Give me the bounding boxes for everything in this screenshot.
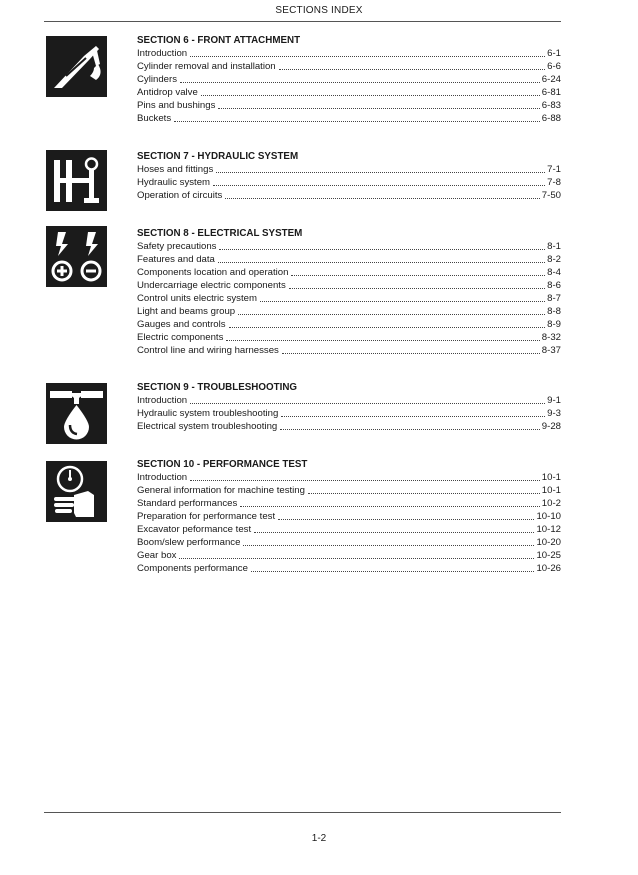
dot-leader xyxy=(190,403,545,404)
section-title: SECTION 7 - HYDRAULIC SYSTEM xyxy=(137,151,299,162)
toc-entry-page: 6-83 xyxy=(541,100,561,111)
toc-entry-page: 9-28 xyxy=(541,421,561,432)
toc-entry-label: Hoses and fittings xyxy=(137,164,214,175)
toc-entry-label: Electrical system troubleshooting xyxy=(137,421,278,432)
page-header-title: SECTIONS INDEX xyxy=(275,5,363,16)
dot-leader xyxy=(278,519,534,520)
dot-leader xyxy=(238,314,545,315)
toc-entry[interactable] xyxy=(137,318,561,331)
dot-leader xyxy=(201,95,540,96)
section-10-block xyxy=(137,458,561,575)
toc-entry[interactable] xyxy=(137,562,561,575)
toc-entry[interactable] xyxy=(137,163,561,176)
toc-entry[interactable] xyxy=(137,112,561,125)
toc-entry[interactable] xyxy=(137,331,561,344)
toc-entry-page: 8-1 xyxy=(547,241,561,252)
toc-entry-page: 8-6 xyxy=(547,280,561,291)
toc-entry[interactable] xyxy=(137,47,561,60)
section-6-block xyxy=(137,34,561,125)
toc-entry-label: Introduction xyxy=(137,472,188,483)
toc-entry-page: 9-3 xyxy=(547,408,561,419)
toc-entry-label: Operation of circuits xyxy=(137,190,223,201)
dot-leader xyxy=(218,262,545,263)
dot-leader xyxy=(279,69,545,70)
dot-leader xyxy=(213,185,545,186)
header-divider xyxy=(44,21,561,22)
toc-entry[interactable] xyxy=(137,60,561,73)
toc-entry-page: 7-1 xyxy=(547,164,561,175)
toc-entry[interactable] xyxy=(137,292,561,305)
toc-entry[interactable] xyxy=(137,497,561,510)
toc-entry[interactable] xyxy=(137,253,561,266)
toc-entry[interactable] xyxy=(137,536,561,549)
toc-entry[interactable] xyxy=(137,344,561,357)
toc-entry-label: Control units electric system xyxy=(137,293,257,304)
dot-leader xyxy=(225,198,539,199)
dot-leader xyxy=(240,506,540,507)
toc-entry-label: Light and beams group xyxy=(137,306,236,317)
toc-entry[interactable] xyxy=(137,189,561,202)
dot-leader xyxy=(260,301,545,302)
toc-entry-label: Undercarriage electric components xyxy=(137,280,286,291)
dot-leader xyxy=(219,249,545,250)
hydraulic-system-icon xyxy=(46,150,107,211)
toc-entry-page: 8-4 xyxy=(547,267,561,278)
dot-leader xyxy=(251,571,535,572)
dot-leader xyxy=(280,429,540,430)
toc-entry-label: Cylinders xyxy=(137,74,177,85)
dot-leader xyxy=(243,545,534,546)
section-title: SECTION 8 - ELECTRICAL SYSTEM xyxy=(137,228,303,239)
dot-leader xyxy=(218,108,539,109)
toc-entry-label: Hydraulic system xyxy=(137,177,211,188)
toc-entry-label: Electric components xyxy=(137,332,224,343)
toc-entry-label: Safety precautions xyxy=(137,241,217,252)
footer-divider xyxy=(44,812,561,813)
dot-leader xyxy=(291,275,545,276)
toc-entry-page: 8-32 xyxy=(541,332,561,343)
toc-entry[interactable] xyxy=(137,394,561,407)
performance-gauge-icon xyxy=(46,461,107,522)
toc-entry-label: Antidrop valve xyxy=(137,87,198,98)
section-title: SECTION 10 - PERFORMANCE TEST xyxy=(137,459,308,470)
toc-entry-page: 7-8 xyxy=(547,177,561,188)
toc-entry[interactable] xyxy=(137,407,561,420)
toc-entry-label: Hydraulic system troubleshooting xyxy=(137,408,279,419)
toc-entry-page: 6-24 xyxy=(541,74,561,85)
toc-entry-page: 10-10 xyxy=(536,511,561,522)
dot-leader xyxy=(216,172,545,173)
page-number: 1-2 xyxy=(311,833,327,844)
toc-entry-label: Buckets xyxy=(137,113,172,124)
toc-entry-label: Excavator peformance test xyxy=(137,524,252,535)
dot-leader xyxy=(190,56,545,57)
toc-entry-label: Features and data xyxy=(137,254,215,265)
dot-leader xyxy=(174,121,540,122)
troubleshooting-drop-icon xyxy=(46,383,107,444)
section-title: SECTION 9 - TROUBLESHOOTING xyxy=(137,382,298,393)
dot-leader xyxy=(180,82,540,83)
toc-entry[interactable] xyxy=(137,510,561,523)
dot-leader xyxy=(190,480,540,481)
toc-entry-label: Standard performances xyxy=(137,498,238,509)
toc-entry-page: 10-1 xyxy=(541,485,561,496)
toc-entry-page: 8-8 xyxy=(547,306,561,317)
dot-leader xyxy=(226,340,539,341)
toc-entry[interactable] xyxy=(137,176,561,189)
toc-entry-page: 10-26 xyxy=(536,563,561,574)
dot-leader xyxy=(281,416,545,417)
toc-entry-label: Control line and wiring harnesses xyxy=(137,345,279,356)
toc-entry-label: Gear box xyxy=(137,550,177,561)
dot-leader xyxy=(179,558,534,559)
toc-entry-page: 8-9 xyxy=(547,319,561,330)
section-8-block xyxy=(137,227,561,357)
toc-entry[interactable] xyxy=(137,266,561,279)
dot-leader xyxy=(308,493,540,494)
toc-entry[interactable] xyxy=(137,471,561,484)
toc-entry-label: Components location and operation xyxy=(137,267,289,278)
toc-entry-page: 10-12 xyxy=(536,524,561,535)
excavator-arm-icon xyxy=(46,36,107,97)
toc-entry-label: Introduction xyxy=(137,48,188,59)
toc-entry-page: 8-2 xyxy=(547,254,561,265)
toc-entry[interactable] xyxy=(137,240,561,253)
toc-entry-page: 10-20 xyxy=(536,537,561,548)
toc-entry[interactable] xyxy=(137,73,561,86)
dot-leader xyxy=(229,327,546,328)
section-title: SECTION 6 - FRONT ATTACHMENT xyxy=(137,35,301,46)
toc-entry-page: 6-1 xyxy=(547,48,561,59)
toc-entry-page: 8-7 xyxy=(547,293,561,304)
toc-entry-label: Cylinder removal and installation xyxy=(137,61,276,72)
toc-entry-page: 9-1 xyxy=(547,395,561,406)
toc-entry[interactable] xyxy=(137,484,561,497)
toc-entry-page: 8-37 xyxy=(541,345,561,356)
toc-entry[interactable] xyxy=(137,305,561,318)
toc-entry[interactable] xyxy=(137,523,561,536)
dot-leader xyxy=(254,532,534,533)
toc-entry-page: 6-6 xyxy=(547,61,561,72)
toc-entry[interactable] xyxy=(137,549,561,562)
toc-entry[interactable] xyxy=(137,99,561,112)
toc-entry-label: Gauges and controls xyxy=(137,319,226,330)
toc-entry-page: 6-81 xyxy=(541,87,561,98)
toc-entry-page: 10-2 xyxy=(541,498,561,509)
dot-leader xyxy=(282,353,540,354)
toc-entry-label: General information for machine testing xyxy=(137,485,305,496)
toc-entry[interactable] xyxy=(137,279,561,292)
toc-entry-label: Pins and bushings xyxy=(137,100,216,111)
dot-leader xyxy=(289,288,545,289)
toc-entry[interactable] xyxy=(137,86,561,99)
toc-entry-page: 7-50 xyxy=(541,190,561,201)
toc-entry-page: 10-25 xyxy=(536,550,561,561)
toc-entry-page: 6-88 xyxy=(541,113,561,124)
toc-entry-label: Preparation for performance test xyxy=(137,511,276,522)
toc-entry-page: 10-1 xyxy=(541,472,561,483)
electrical-system-icon xyxy=(46,226,107,287)
toc-entry-label: Components performance xyxy=(137,563,248,574)
section-7-block xyxy=(137,150,561,202)
toc-entry[interactable] xyxy=(137,420,561,433)
toc-entry-label: Introduction xyxy=(137,395,188,406)
section-9-block xyxy=(137,381,561,433)
toc-entry-label: Boom/slew performance xyxy=(137,537,241,548)
